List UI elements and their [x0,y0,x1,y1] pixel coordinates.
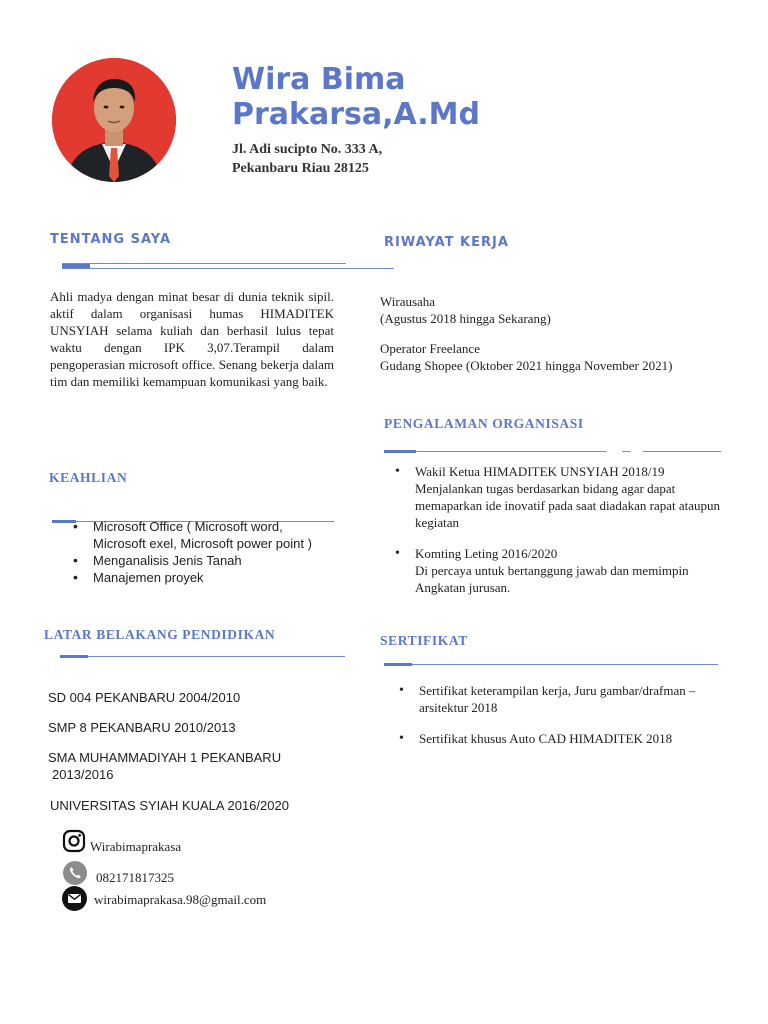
certificate-item: • Sertifikat khusus Auto CAD HIMADITEK 2018 [395,730,727,747]
education-accent [60,655,88,658]
organization-head: • Komting Leting 2016/2020 [415,546,558,561]
about-rule-top [62,263,346,264]
education-rule [60,656,345,657]
profile-photo [52,58,176,182]
organization-accent [384,450,416,453]
work-role: Operator Freelance [380,341,480,356]
skills-item: • Manajemen proyek [69,569,319,586]
organization-head: • Wakil Ketua HIMADITEK UNSYIAH 2018/19 [415,464,665,479]
organization-desc: Di percaya untuk bertanggung jawab dan memimpin Angkatan jurusan. [415,563,689,595]
certificate-item: • Sertifikat keterampilan kerja, Juru gambar/drafman – arsitektur 2018 [395,682,727,716]
education-title: LATAR BELAKANG PENDIDIKAN [44,627,276,642]
instagram-handle[interactable]: Wirabimaprakasa [90,839,182,854]
address-line-2: Pekanbaru Riau 28125 [232,161,369,176]
person-icon [52,58,176,182]
name-line-2: Prakarsa,A.Md [232,97,481,132]
organization-rule-1 [384,451,606,452]
education-list [48,689,348,814]
organization-list [391,463,731,596]
certificates-accent [384,663,412,666]
organization-item [391,545,731,596]
full-name [232,62,480,132]
certificates-title: SERTIFIKAT [380,633,468,648]
skills-title: KEAHLIAN [49,470,128,485]
work-item [380,293,740,327]
certificates-list [395,682,727,747]
name-line-1: Wira Bima [232,62,406,97]
instagram-icon [62,829,86,853]
work-item [380,340,740,374]
work-list [380,293,740,374]
organization-rule-2 [622,451,630,452]
phone-icon [63,861,87,885]
work-role: Wirausaha [380,294,436,309]
email-icon [62,886,87,911]
about-title: TENTANG SAYA [50,232,172,247]
about-accent [62,264,90,268]
organization-desc: Menjalankan tugas berdasarkan bidang agar dapat memaparkan ide inovatif pada saat diadakan rapat ataupun kegiatan [415,481,721,530]
education-item: SMA MUHAMMADIYAH 1 PEKANBARU [48,750,282,765]
organization-title: PENGALAMAN ORGANISASI [384,416,584,431]
certificates-rule [384,664,718,665]
skills-item: • Microsoft Office ( Microsoft word, Microsoft exel, Microsoft power point ) [69,518,319,552]
skills-list [69,518,319,586]
address [232,140,382,178]
address-line-1: Jl. Adi sucipto No. 333 A, [232,142,383,157]
organization-item [391,463,731,531]
education-item: 2013/2016 [52,767,114,782]
email-address[interactable]: wirabimaprakasa.98@gmail.com [94,892,267,907]
education-item: SD 004 PEKANBARU 2004/2010 [48,690,241,705]
education-item: UNIVERSITAS SYIAH KUALA 2016/2020 [50,798,289,813]
skills-item: • Menganalisis Jenis Tanah [69,552,319,569]
work-detail: (Agustus 2018 hingga Sekarang) [380,311,551,326]
organization-rule-3 [643,451,721,452]
education-item: SMP 8 PEKANBARU 2010/2013 [48,720,236,735]
about-rule-bottom [62,268,394,269]
about-text: Ahli madya dengan minat besar di dunia teknik sipil. aktif dalam organisasi humas HIMADITEK UNSYIAH selama kuliah dan berhasil lulus tepat waktu dengan IPK 3,07.Terampil dalam pengoperasian microsoft office. Senang bekerja dalam tim dan memiliki kemampuan komunikasi yang baik. [50,289,334,389]
work-detail: Gudang Shopee (Oktober 2021 hingga November 2021) [380,358,673,373]
phone-number[interactable]: 082171817325 [96,870,174,885]
work-title: RIWAYAT KERJA [384,235,509,250]
